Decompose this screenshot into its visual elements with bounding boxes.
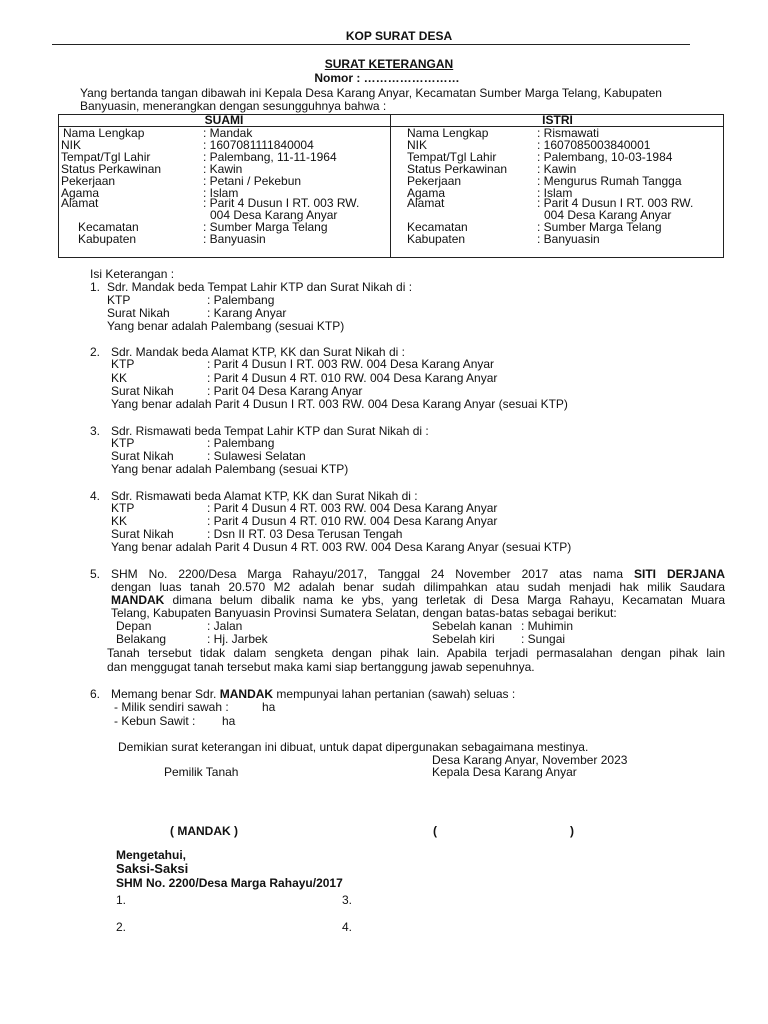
wife-field-label: Kabupaten — [407, 232, 466, 246]
border-belakang-label: Belakang — [116, 632, 167, 646]
husband-field-label: Pekerjaan — [61, 174, 116, 188]
item-2-kk-label: KK — [111, 371, 128, 385]
husband-field-value: : Banyuasin — [203, 232, 266, 246]
wife-field-value: : Parit 4 Dusun I RT. 003 RW. — [537, 196, 694, 210]
husband-field-label: Kecamatan — [78, 220, 139, 234]
item-1-title: Sdr. Mandak beda Tempat Lahir KTP dan Surat Nikah di : — [107, 280, 413, 294]
item-6-sawit-label: - Kebun Sawit : — [114, 714, 196, 728]
item-1-nikah-label: Surat Nikah — [107, 306, 170, 320]
husband-field-value: : Sumber Marga Telang — [203, 220, 328, 234]
intro-line-2: Banyuasin, menerangkan dengan sesungguhnya bahwa : — [80, 99, 387, 113]
owner-name: ( MANDAK ) — [170, 824, 238, 838]
witness-slot-4: 4. — [342, 920, 353, 934]
item-5-number: 5. — [90, 567, 101, 581]
border-kanan-value: : Muhimin — [521, 619, 574, 633]
husband-heading: SUAMI — [204, 113, 244, 127]
intro-line-1: Yang bertanda tangan dibawah ini Kepala Desa Karang Anyar, Kecamatan Sumber Marga Telang, Kabupaten — [80, 86, 662, 100]
wife-field-value: : Islam — [537, 186, 573, 200]
letterhead-rule — [52, 44, 690, 45]
wife-field-label: Kecamatan — [407, 220, 468, 234]
wife-field-value: : Kawin — [537, 162, 577, 176]
document-title: SURAT KETERANGAN — [324, 57, 454, 71]
item-1-conclusion: Yang benar adalah Palembang (sesuai KTP) — [107, 319, 345, 333]
item-4-title: Sdr. Rismawati beda Alamat KTP, KK dan Surat Nikah di : — [111, 489, 418, 503]
item-4-kk-label: KK — [111, 514, 128, 528]
item-1-number: 1. — [90, 280, 101, 294]
item-3-ktp-value: : Palembang — [207, 436, 275, 450]
husband-field-label: Agama — [61, 186, 100, 200]
item-5-line-2: dengan luas tanah 20.570 M2 adalah benar sudah dilimpahkan atau sudah menjadi hak milik Saudara — [111, 580, 725, 594]
border-kiri-label: Sebelah kiri — [432, 632, 495, 646]
document-number: Nomor : …………………… — [314, 71, 460, 85]
wife-field-value: : Mengurus Rumah Tangga — [537, 174, 682, 188]
item-4-kk-value: : Parit 4 Dusun 4 RT. 010 RW. 004 Desa Karang Anyar — [207, 514, 498, 528]
wife-field-label: Tempat/Tgl Lahir — [407, 150, 497, 164]
wife-field-label: Status Perkawinan — [407, 162, 508, 176]
husband-field-value: 004 Desa Karang Anyar — [210, 208, 338, 222]
husband-field-value: : Islam — [203, 186, 239, 200]
wife-field-label: NIK — [407, 138, 428, 152]
place-date: Desa Karang Anyar, November 2023 — [432, 753, 628, 767]
husband-field-value: : Parit 4 Dusun I RT. 003 RW. — [203, 196, 360, 210]
item-1-ktp-label: KTP — [107, 293, 131, 307]
wife-field-value: 004 Desa Karang Anyar — [544, 208, 672, 222]
item-6-sawah-label: - Milik sendiri sawah : — [114, 700, 229, 714]
husband-field-value: : Mandak — [203, 126, 253, 140]
border-depan-label: Depan — [116, 619, 152, 633]
border-kiri-value: : Sungai — [521, 632, 566, 646]
item-5-line-4: Telang, Kabupaten Banyuasin Provinsi Sumatera Selatan, dengan batas-batas sebagai berikut: — [111, 606, 617, 620]
owner-title: Pemilik Tanah — [164, 765, 239, 779]
item-5-line-1: SHM No. 2200/Desa Marga Rahayu/2017, Tanggal 24 November 2017 atas nama SITI DERJANA — [111, 567, 726, 581]
official-name-open: ( — [433, 824, 437, 838]
wife-field-label: Pekerjaan — [407, 174, 462, 188]
witness-slot-3: 3. — [342, 893, 353, 907]
mengetahui-label: Mengetahui, — [116, 848, 187, 862]
saksi-heading: Saksi-Saksi — [116, 861, 189, 876]
item-6-number: 6. — [90, 687, 101, 701]
witness-shm-reference: SHM No. 2200/Desa Marga Rahayu/2017 — [116, 876, 343, 890]
witness-slot-1: 1. — [116, 893, 127, 907]
wife-field-label: Agama — [407, 186, 446, 200]
item-3-ktp-label: KTP — [111, 436, 135, 450]
letterhead-title: KOP SURAT DESA — [345, 29, 453, 43]
item-5-line-3: MANDAK dimana belum dibalik nama ke ybs, yang terletak di Desa Marga Rahayu, Kecamatan Muara — [111, 593, 725, 607]
item-1-nikah-value: : Karang Anyar — [207, 306, 287, 320]
item-4-number: 4. — [90, 489, 101, 503]
husband-field-label: Alamat — [61, 196, 99, 210]
wife-field-value: : Sumber Marga Telang — [537, 220, 662, 234]
wife-field-value: : 1607085003840001 — [537, 138, 651, 152]
item-6-statement: Memang benar Sdr. MANDAK mempunyai lahan pertanian (sawah) seluas : — [111, 687, 516, 701]
item-2-kk-value: : Parit 4 Dusun 4 RT. 010 RW. 004 Desa Karang Anyar — [207, 371, 498, 385]
husband-field-label: Status Perkawinan — [61, 162, 162, 176]
identity-divider — [390, 114, 391, 258]
item-2-nikah-value: : Parit 04 Desa Karang Anyar — [207, 384, 363, 398]
item-6-sawit-unit: ha — [222, 714, 236, 728]
item-4-nikah-label: Surat Nikah — [111, 527, 174, 541]
wife-field-label: Alamat — [407, 196, 445, 210]
wife-field-value: : Banyuasin — [537, 232, 600, 246]
item-2-ktp-label: KTP — [111, 357, 135, 371]
item-4-ktp-label: KTP — [111, 501, 135, 515]
border-depan-value: : Jalan — [207, 619, 243, 633]
item-6-sawah-unit: ha — [262, 700, 276, 714]
item-4-conclusion: Yang benar adalah Parit 4 Dusun 4 RT. 003 RW. 004 Desa Karang Anyar (sesuai KTP) — [111, 540, 572, 554]
item-2-title: Sdr. Mandak beda Alamat KTP, KK dan Surat Nikah di : — [111, 345, 405, 359]
husband-field-label: Tempat/Tgl Lahir — [61, 150, 151, 164]
item-2-conclusion: Yang benar adalah Parit 4 Dusun I RT. 003 RW. 004 Desa Karang Anyar (sesuai KTP) — [111, 397, 568, 411]
item-4-nikah-value: : Dsn II RT. 03 Desa Terusan Tengah — [207, 527, 403, 541]
husband-field-label: Nama Lengkap — [63, 126, 145, 140]
wife-field-label: Nama Lengkap — [407, 126, 489, 140]
border-belakang-value: : Hj. Jarbek — [207, 632, 268, 646]
item-2-number: 2. — [90, 345, 101, 359]
wife-field-value: : Rismawati — [537, 126, 600, 140]
witness-slot-2: 2. — [116, 920, 127, 934]
item-3-number: 3. — [90, 424, 101, 438]
isi-heading: Isi Keterangan : — [90, 267, 175, 281]
husband-field-value: : Palembang, 11-11-1964 — [203, 150, 337, 164]
border-kanan-label: Sebelah kanan — [432, 619, 513, 633]
husband-field-value: : Petani / Pekebun — [203, 174, 302, 188]
item-3-nikah-label: Surat Nikah — [111, 449, 174, 463]
item-3-conclusion: Yang benar adalah Palembang (sesuai KTP) — [111, 462, 349, 476]
item-2-ktp-value: : Parit 4 Dusun I RT. 003 RW. 004 Desa Karang Anyar — [207, 357, 495, 371]
item-5-note-2: dan menggugat tanah tersebut maka kami siap bertanggung jawab sepenuhnya. — [107, 660, 535, 674]
item-2-nikah-label: Surat Nikah — [111, 384, 174, 398]
closing-statement: Demikian surat keterangan ini dibuat, untuk dapat dipergunakan sebagaimana mestinya. — [118, 740, 589, 754]
official-title: Kepala Desa Karang Anyar — [432, 765, 577, 779]
item-4-ktp-value: : Parit 4 Dusun 4 RT. 003 RW. 004 Desa Karang Anyar — [207, 501, 498, 515]
husband-field-value: : 1607081111840004 — [203, 138, 314, 152]
item-5-note-1: Tanah tersebut tidak dalam sengketa dengan pihak lain. Apabila terjadi permasalahan dengan pihak lain — [107, 646, 725, 660]
wife-heading: ISTRI — [542, 113, 573, 127]
official-name-close: ) — [570, 824, 574, 838]
husband-field-label: Kabupaten — [78, 232, 137, 246]
wife-field-value: : Palembang, 10-03-1984 — [537, 150, 673, 164]
husband-field-label: NIK — [61, 138, 82, 152]
item-3-nikah-value: : Sulawesi Selatan — [207, 449, 306, 463]
item-1-ktp-value: : Palembang — [207, 293, 275, 307]
item-3-title: Sdr. Rismawati beda Tempat Lahir KTP dan Surat Nikah di : — [111, 424, 429, 438]
husband-field-value: : Kawin — [203, 162, 243, 176]
